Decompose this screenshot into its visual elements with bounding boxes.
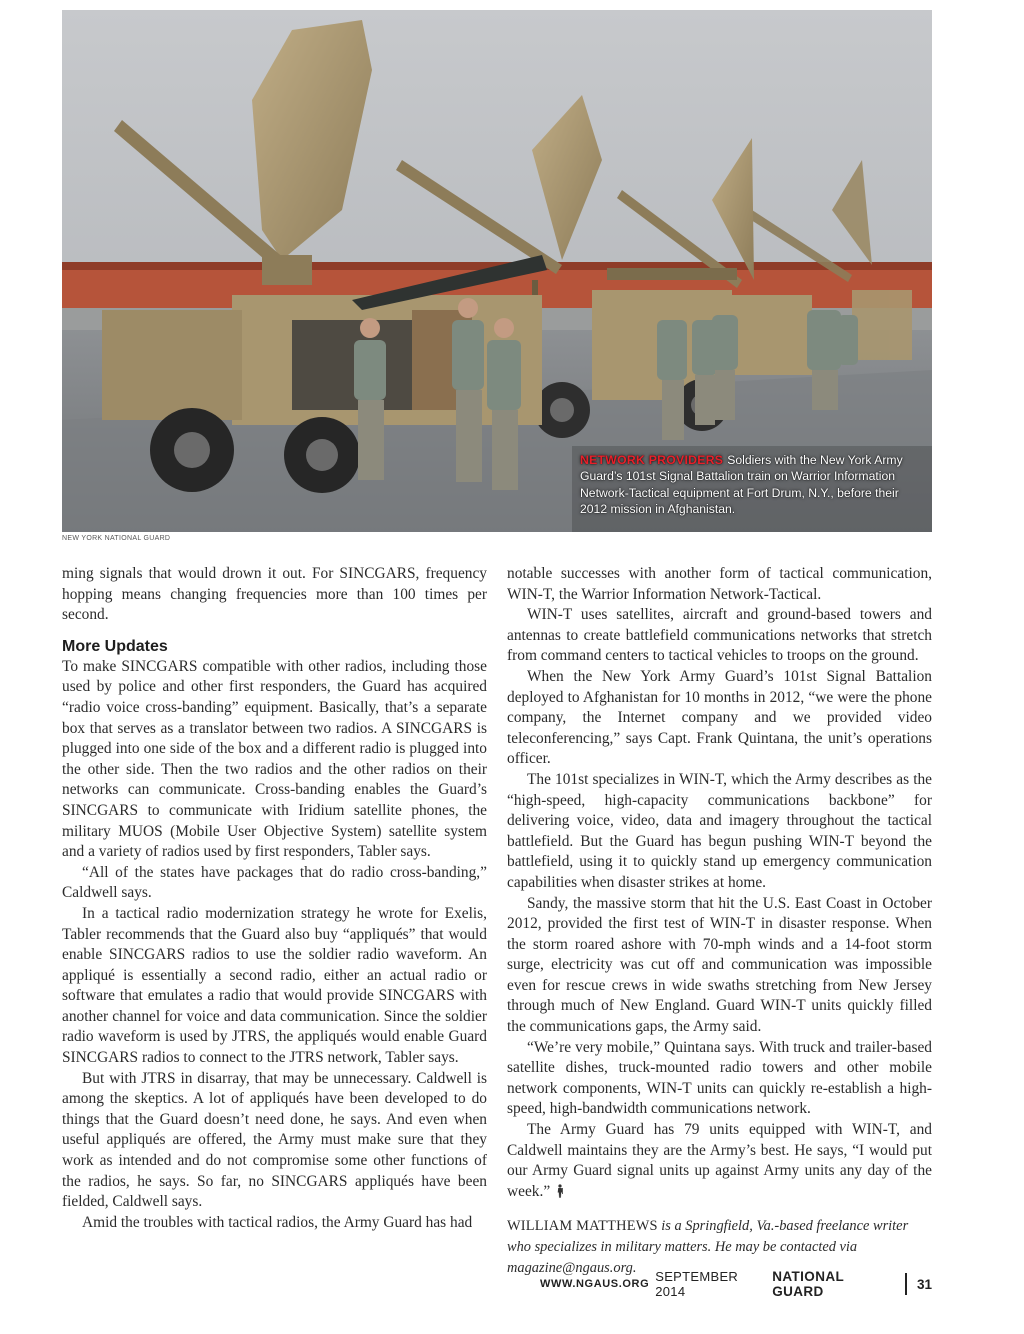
paragraph-final-text: The Army Guard has 79 units equipped with WIN-T, and Caldwell maintains they are the Army’s best. He says, “I would put our Army Guard signal units up against Army units any day of the week.” xyxy=(507,1121,932,1200)
page-number: 31 xyxy=(916,1276,932,1292)
footer-date: SEPTEMBER 2014 xyxy=(655,1269,739,1299)
article-column-right xyxy=(507,564,932,1278)
feature-photo xyxy=(62,10,932,532)
article-column-left xyxy=(62,564,487,1233)
paragraph-final xyxy=(507,1120,932,1202)
paragraph: WIN-T uses satellites, aircraft and ground-based towers and antennas to create battlefield communications networks that stretch from command centers to tactical vehicles to troops on the ground. xyxy=(507,606,932,665)
page-footer xyxy=(540,1269,932,1299)
paragraph: Sandy, the massive storm that hit the U.S. East Coast in October 2012, provided the first test of WIN-T in disaster response. When the storm roared ashore with 70-mph winds and a 14-foot storm surge, electricity was cut off and communication was impossible even for rescue crews in wide swaths stretching from New Jersey through much of New England. Guard WIN-T units quickly filled the communications gaps, the Army said. xyxy=(507,894,932,1036)
paragraph: “We’re very mobile,” Quintana says. With truck and trailer-based satellite dishes, truck-mounted radio towers and other mobile network components, WIN-T units can quickly re-establish a high-speed, high-bandwidth communications network. xyxy=(507,1038,932,1118)
caption-text: Soldiers with the New York Army Guard’s 101st Signal Battalion train on Warrior Information Network-Tactical equipment at Fort Drum, N.Y., before their 2012 mission in Afghanistan. xyxy=(580,453,903,517)
author-name: WILLIAM MATTHEWS xyxy=(507,1218,658,1235)
paragraph: To make SINCGARS compatible with other radios, including those used by police and other first responders, the Guard has acquired “radio voice cross-banding” equipment. Basically, that’s a separate box that serves as a translator between two radios. A SINCGARS is plugged into one side of the box and a different radio is plugged into the other side. Then the two radios and the other radios on their networks can communicate. Cross-banding enables the Guard’s SINCGARS to communicate with Iridium satellite phones, the military MUOS (Mobile User Objective System) satellite system and a variety of radios used by first responders, Tabler says. xyxy=(62,657,487,861)
paragraph: In a tactical radio modernization strategy he wrote for Exelis, Tabler recommends that the Guard also buy “appliqués” that would enable SINCGARS radios to use the soldier radio waveform. An appliqué is essentially a second radio, either an actual radio or software that emulates a radio that would provide SINCGARS with another channel for voice and data communication. Since the soldier radio waveform is used by JTRS, the appliqués would enable Guard SINCGARS radios to connect to the JTRS network, Tabler says. xyxy=(62,904,487,1067)
paragraph: The 101st specializes in WIN-T, which the Army describes as the “high-speed, high-capacity communications backbone” for delivering voice, video, data and imagery throughout the tactical battlefield. But the Guard has begun pushing WIN-T beyond the battlefield, using it to quickly stand up emergency communication capabilities when disaster strikes at home. xyxy=(507,770,932,891)
photo-credit: NEW YORK NATIONAL GUARD xyxy=(62,535,171,542)
photo-caption xyxy=(580,452,920,518)
footer-url[interactable]: WWW.NGAUS.ORG xyxy=(540,1278,650,1290)
footer-magazine-name: NATIONAL GUARD xyxy=(772,1269,844,1299)
paragraph: notable successes with another form of tactical communication, WIN-T, the Warrior Information Network-Tactical. xyxy=(507,565,932,603)
soldier-end-icon xyxy=(556,1184,564,1198)
paragraph: “All of the states have packages that do radio cross-banding,” Caldwell says. xyxy=(62,863,487,902)
footer-divider xyxy=(905,1273,907,1295)
paragraph: ming signals that would drown it out. For SINCGARS, frequency hopping means changing frequencies more than 100 times per second. xyxy=(62,565,487,624)
paragraph: But with JTRS in disarray, that may be unnecessary. Caldwell is among the skeptics. A lot of appliqués have been developed to do things that the Guard doesn’t need done, he says. And even when useful appliqués are offered, the Army must make sure that they work as intended and do not compromise some other functions of the radios, he says. So far, no SINCGARS appliqués have been fielded, Caldwell says. xyxy=(62,1069,487,1211)
section-heading: More Updates xyxy=(62,637,168,655)
caption-kicker: NETWORK PROVIDERS xyxy=(580,453,724,467)
author-bio-text: is a Springfield, Va.-based freelance writer who specializes in military matters. He may be contacted via magazine@ngaus.org. xyxy=(507,1218,909,1276)
paragraph: When the New York Army Guard’s 101st Signal Battalion deployed to Afghanistan for 10 months in 2012, “we were the phone company, the Internet company and we provided video teleconferencing,” says Capt. Frank Quintana, the unit’s operations officer. xyxy=(507,667,932,768)
paragraph: Amid the troubles with tactical radios, the Army Guard has had xyxy=(82,1213,473,1231)
